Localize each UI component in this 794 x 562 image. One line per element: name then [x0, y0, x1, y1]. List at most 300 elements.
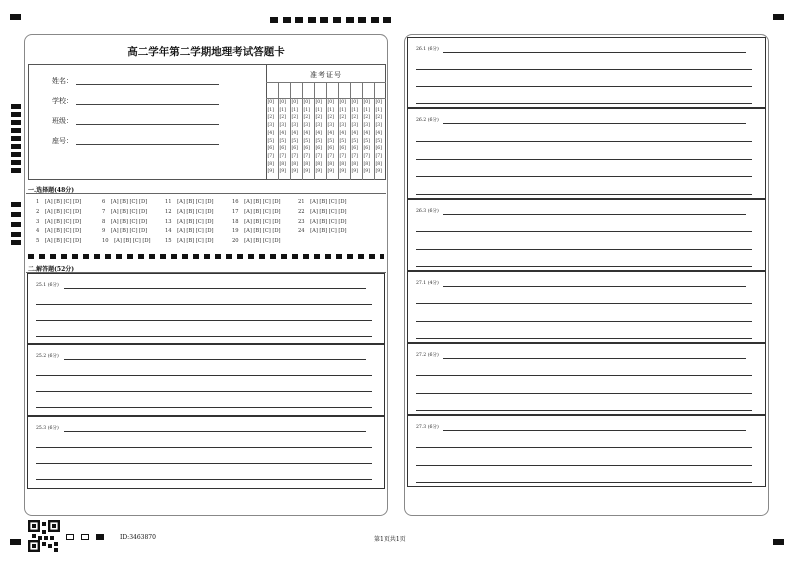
answer-line[interactable] — [416, 249, 752, 250]
admission-bubble[interactable]: [9] — [327, 169, 335, 175]
checkbox-mark — [81, 534, 89, 540]
choice-bubble[interactable]: [B] — [253, 228, 262, 235]
admission-bubble[interactable]: [1] — [267, 107, 275, 113]
admission-bubble[interactable]: [8] — [327, 161, 335, 167]
admission-bubble[interactable]: [2] — [351, 115, 359, 121]
choice-bubble[interactable]: [A] — [244, 208, 252, 215]
admission-bubble[interactable]: [9] — [267, 169, 275, 175]
choice-bubble[interactable]: [D] — [73, 218, 82, 225]
choice-question — [165, 219, 214, 225]
choice-bubble[interactable]: [B] — [54, 228, 62, 235]
timing-mark — [371, 17, 379, 23]
answer-line[interactable] — [416, 321, 752, 322]
choice-bubble[interactable]: [C] — [63, 199, 72, 205]
answer-line[interactable] — [443, 286, 746, 287]
admission-bubble[interactable]: [7] — [303, 153, 311, 159]
timing-mark — [383, 17, 391, 23]
choice-bubble[interactable]: [A] — [244, 238, 252, 245]
choice-bubble[interactable]: [C] — [132, 238, 141, 245]
timing-mark — [11, 120, 21, 125]
admission-bubble[interactable]: [4] — [351, 130, 359, 136]
choice-bubble[interactable]: [C] — [63, 208, 72, 215]
choice-bubble[interactable]: [C] — [328, 208, 337, 215]
admission-bubble[interactable]: [0] — [291, 100, 299, 105]
admission-bubble[interactable]: [1] — [327, 107, 335, 113]
choice-bubble[interactable]: [B] — [123, 238, 132, 245]
choice-bubble[interactable]: [B] — [54, 238, 62, 245]
question-label: 26.2 (6分) — [416, 118, 439, 123]
admission-bubble[interactable]: [6] — [315, 146, 323, 152]
choice-bubble[interactable]: [A] — [44, 208, 53, 215]
choice-bubble[interactable]: [A] — [44, 218, 53, 225]
timing-mark — [11, 144, 21, 149]
answer-line[interactable] — [36, 336, 372, 337]
admission-bubble[interactable]: [9] — [375, 169, 383, 175]
choice-bubble[interactable]: [D] — [73, 199, 82, 205]
timing-mark — [773, 539, 784, 545]
admission-bubble[interactable]: [5] — [363, 138, 371, 144]
choice-bubble[interactable]: [B] — [120, 218, 128, 225]
admission-bubble[interactable]: [7] — [351, 153, 359, 159]
choice-bubble[interactable]: [D] — [272, 228, 281, 235]
answer-line[interactable] — [416, 375, 752, 376]
admission-bubble[interactable]: [5] — [351, 138, 359, 144]
choice-question — [102, 219, 147, 225]
admission-bubble[interactable]: [1] — [363, 107, 371, 113]
admission-bubble[interactable]: [6] — [363, 146, 371, 152]
choice-question — [232, 199, 281, 205]
admission-bubble[interactable]: [3] — [327, 123, 335, 129]
class-field[interactable] — [76, 124, 219, 125]
choice-question — [165, 209, 214, 215]
answer-line[interactable] — [443, 430, 746, 431]
choice-bubble[interactable]: [A] — [177, 228, 185, 235]
choice-bubble[interactable]: [B] — [319, 199, 328, 205]
answer-line[interactable] — [64, 431, 366, 432]
choice-bubble[interactable]: [B] — [54, 199, 62, 205]
admission-bubble[interactable]: [5] — [375, 138, 383, 144]
admission-bubble[interactable]: [8] — [315, 161, 323, 167]
admission-bubble[interactable]: [3] — [267, 123, 275, 129]
answer-line[interactable] — [36, 304, 372, 305]
answer-line[interactable] — [416, 338, 752, 339]
seat-field[interactable] — [76, 144, 219, 145]
choice-bubble[interactable]: [A] — [244, 218, 252, 225]
question-label: 27.1 (4分) — [416, 281, 439, 286]
admission-bubble[interactable]: [0] — [279, 100, 287, 105]
school-field[interactable] — [76, 104, 219, 105]
timing-mark — [358, 17, 366, 23]
choice-question — [36, 199, 81, 205]
choice-bubble[interactable]: [D] — [272, 218, 281, 225]
choice-number: 8 — [102, 218, 106, 225]
choice-bubble[interactable]: [B] — [54, 218, 62, 225]
choice-bubble[interactable]: [C] — [262, 238, 271, 245]
admission-bubble[interactable]: [7] — [267, 153, 275, 159]
admission-bubble[interactable]: [7] — [291, 153, 299, 159]
admission-bubble[interactable]: [4] — [303, 130, 311, 136]
choice-bubble[interactable]: [D] — [73, 238, 82, 245]
admission-bubble[interactable]: [9] — [315, 169, 323, 175]
admission-bubble[interactable]: [1] — [315, 107, 323, 113]
answer-line[interactable] — [36, 375, 372, 376]
choice-bubble[interactable]: [A] — [114, 238, 122, 245]
admission-bubble[interactable]: [5] — [303, 138, 311, 144]
admission-bubble[interactable]: [3] — [291, 123, 299, 129]
choice-bubble[interactable]: [B] — [319, 208, 328, 215]
admission-bubble[interactable]: [8] — [375, 161, 383, 167]
choice-bubble[interactable]: [D] — [205, 199, 214, 205]
answer-box — [407, 415, 766, 487]
choice-bubble[interactable]: [C] — [195, 238, 204, 245]
admission-bubble[interactable]: [3] — [351, 123, 359, 129]
answer-line[interactable] — [36, 320, 372, 321]
answer-line[interactable] — [64, 288, 366, 289]
choice-bubble[interactable]: [D] — [205, 238, 214, 245]
admission-bubble[interactable]: [8] — [303, 161, 311, 167]
choice-bubble[interactable]: [A] — [177, 208, 185, 215]
admission-bubble[interactable]: [7] — [363, 153, 371, 159]
admission-bubble[interactable]: [4] — [363, 130, 371, 136]
timing-mark — [10, 539, 21, 545]
admission-bubble[interactable]: [2] — [327, 115, 335, 121]
timing-mark — [270, 17, 278, 23]
admission-bubble[interactable]: [2] — [303, 115, 311, 121]
admission-bubble[interactable]: [3] — [375, 123, 383, 129]
choice-bubble[interactable]: [A] — [310, 228, 318, 235]
admission-bubble[interactable]: [6] — [375, 146, 383, 152]
choice-bubble[interactable]: [D] — [338, 199, 347, 205]
answer-line[interactable] — [416, 447, 752, 448]
timing-mark — [295, 17, 303, 23]
admission-bubble[interactable]: [3] — [339, 123, 347, 129]
choice-bubble[interactable]: [B] — [186, 218, 195, 225]
admission-bubble[interactable]: [0] — [339, 100, 347, 105]
choice-bubble[interactable]: [D] — [139, 208, 148, 215]
admission-bubble[interactable]: [3] — [303, 123, 311, 129]
choice-bubble[interactable]: [A] — [44, 228, 53, 235]
admission-bubble[interactable]: [4] — [291, 130, 299, 136]
choice-bubble[interactable]: [B] — [253, 238, 262, 245]
admission-bubble[interactable]: [2] — [291, 115, 299, 121]
answer-line[interactable] — [416, 266, 752, 267]
admission-bubble[interactable]: [5] — [339, 138, 347, 144]
choice-question — [232, 219, 281, 225]
admission-bubble[interactable]: [6] — [279, 146, 287, 152]
section-divider — [26, 193, 386, 194]
admission-bubble[interactable]: [6] — [291, 146, 299, 152]
choice-bubble[interactable]: [C] — [328, 199, 337, 205]
choice-bubble[interactable]: [A] — [177, 238, 185, 245]
admission-bubble[interactable]: [1] — [303, 107, 311, 113]
admission-bubble[interactable]: [0] — [327, 100, 335, 105]
answer-line[interactable] — [416, 482, 752, 483]
admission-bubble[interactable]: [2] — [339, 115, 347, 121]
admission-bubble[interactable]: [8] — [339, 161, 347, 167]
choice-bubble[interactable]: [C] — [262, 228, 271, 235]
choice-bubble[interactable]: [D] — [139, 199, 148, 205]
choice-bubble[interactable]: [A] — [44, 199, 53, 205]
admission-bubble[interactable]: [2] — [375, 115, 383, 121]
choice-bubble[interactable]: [C] — [129, 208, 138, 215]
admission-bubble[interactable]: [7] — [339, 153, 347, 159]
admission-bubble[interactable]: [3] — [279, 123, 287, 129]
choice-section-title: 一.选择题(48分) — [28, 187, 75, 194]
choice-number: 3 — [36, 218, 40, 225]
answer-box — [407, 343, 766, 415]
choice-bubble[interactable]: [B] — [319, 228, 328, 235]
choice-bubble[interactable]: [B] — [54, 208, 62, 215]
choice-bubble[interactable]: [A] — [310, 218, 318, 225]
choice-question — [165, 199, 214, 205]
page-number: 第1页共1页 — [374, 536, 406, 543]
admission-title: 准考证号 — [310, 71, 342, 79]
choice-bubble[interactable]: [A] — [244, 199, 252, 205]
admission-bubble[interactable]: [8] — [267, 161, 275, 167]
answer-line[interactable] — [36, 479, 372, 480]
answer-line[interactable] — [36, 391, 372, 392]
admission-bubble[interactable]: [5] — [291, 138, 299, 144]
choice-number: 11 — [165, 199, 172, 205]
question-label: 25.1 (6分) — [36, 283, 59, 288]
admission-bubble[interactable]: [2] — [267, 115, 275, 121]
admission-bubble[interactable]: [6] — [303, 146, 311, 152]
qr-code-icon — [28, 520, 60, 552]
choice-bubble[interactable]: [B] — [120, 228, 128, 235]
choice-bubble[interactable]: [D] — [205, 218, 214, 225]
answer-line[interactable] — [36, 407, 372, 408]
timing-mark — [11, 222, 21, 227]
answer-line[interactable] — [416, 159, 752, 160]
choice-number: 21 — [298, 199, 305, 205]
admission-bubble[interactable]: [9] — [291, 169, 299, 175]
admission-bubble[interactable]: [8] — [279, 161, 287, 167]
choice-question — [232, 238, 281, 244]
answer-line[interactable] — [416, 103, 752, 104]
admission-bubble[interactable]: [0] — [267, 100, 275, 105]
choice-bubble[interactable]: [C] — [63, 238, 72, 245]
admission-bubble[interactable]: [5] — [279, 138, 287, 144]
choice-number: 10 — [102, 238, 109, 245]
choice-number: 12 — [165, 208, 172, 215]
choice-number: 13 — [165, 218, 172, 225]
choice-bubble[interactable]: [C] — [195, 218, 204, 225]
answer-line[interactable] — [416, 86, 752, 87]
choice-number: 22 — [298, 208, 305, 215]
admission-bubble[interactable]: [1] — [375, 107, 383, 113]
admission-bubble[interactable]: [0] — [315, 100, 323, 105]
admission-bubble[interactable]: [6] — [351, 146, 359, 152]
choice-question — [298, 209, 347, 215]
admission-bubble[interactable]: [8] — [291, 161, 299, 167]
choice-bubble[interactable]: [C] — [195, 208, 204, 215]
answer-line[interactable] — [443, 358, 746, 359]
choice-bubble[interactable]: [A] — [310, 199, 318, 205]
answer-line[interactable] — [416, 410, 752, 411]
admission-bubble[interactable]: [5] — [327, 138, 335, 144]
timing-mark — [10, 14, 21, 20]
admission-bubble[interactable]: [0] — [375, 100, 383, 105]
choice-bubble[interactable]: [A] — [110, 199, 119, 205]
admission-bubble[interactable]: [2] — [363, 115, 371, 121]
timing-mark — [11, 152, 21, 157]
admission-bubble[interactable]: [9] — [351, 169, 359, 175]
admission-bubble[interactable]: [5] — [267, 138, 275, 144]
choice-bubble[interactable]: [D] — [272, 199, 281, 205]
admission-bubble[interactable]: [7] — [315, 153, 323, 159]
choice-number: 7 — [102, 208, 106, 215]
answer-line[interactable] — [443, 123, 746, 124]
choice-bubble[interactable]: [D] — [272, 208, 281, 215]
admission-bubble[interactable]: [6] — [327, 146, 335, 152]
choice-bubble[interactable]: [C] — [262, 199, 271, 205]
choice-bubble[interactable]: [B] — [319, 218, 328, 225]
timing-mark — [333, 17, 341, 23]
admission-bubble[interactable]: [4] — [339, 130, 347, 136]
choice-bubble[interactable]: [B] — [186, 238, 195, 245]
choice-bubble[interactable]: [B] — [253, 218, 262, 225]
admission-bubble[interactable]: [4] — [315, 130, 323, 136]
choice-bubble[interactable]: [A] — [110, 218, 119, 225]
choice-bubble[interactable]: [C] — [195, 199, 204, 205]
admission-bubble[interactable]: [1] — [291, 107, 299, 113]
choice-bubble[interactable]: [C] — [63, 228, 72, 235]
choice-bubble[interactable]: [C] — [328, 218, 337, 225]
choice-bubble[interactable]: [D] — [205, 208, 214, 215]
choice-question — [232, 228, 281, 234]
answer-line[interactable] — [443, 52, 746, 53]
choice-question — [102, 209, 147, 215]
choice-bubble[interactable]: [D] — [142, 238, 151, 245]
answer-line[interactable] — [416, 176, 752, 177]
choice-number: 19 — [232, 228, 239, 235]
choice-bubble[interactable]: [D] — [338, 218, 347, 225]
choice-bubble[interactable]: [C] — [262, 208, 271, 215]
question-label: 25.3 (6分) — [36, 426, 59, 431]
choice-bubble[interactable]: [A] — [110, 208, 119, 215]
choice-bubble[interactable]: [A] — [177, 218, 185, 225]
choice-bubble[interactable]: [C] — [328, 228, 337, 235]
answer-line[interactable] — [416, 393, 752, 394]
admission-bubble[interactable]: [4] — [375, 130, 383, 136]
choice-bubble[interactable]: [D] — [73, 208, 82, 215]
page-title: 高二学年第二学期地理考试答题卡 — [127, 46, 285, 58]
choice-bubble[interactable]: [A] — [310, 208, 318, 215]
admission-bubble[interactable]: [1] — [339, 107, 347, 113]
question-label: 27.2 (6分) — [416, 353, 439, 358]
answer-line[interactable] — [36, 463, 372, 464]
choice-bubble[interactable]: [C] — [262, 218, 271, 225]
answer-line[interactable] — [416, 69, 752, 70]
choice-question — [102, 228, 147, 234]
dash-band — [28, 254, 384, 259]
admission-bubble[interactable]: [0] — [303, 100, 311, 105]
admission-bubble[interactable]: [7] — [327, 153, 335, 159]
admission-bubble[interactable]: [4] — [267, 130, 275, 136]
choice-bubble[interactable]: [C] — [129, 228, 138, 235]
admission-bubble[interactable]: [4] — [327, 130, 335, 136]
choice-question — [36, 209, 81, 215]
choice-bubble[interactable]: [B] — [253, 199, 262, 205]
choice-bubble[interactable]: [D] — [73, 228, 82, 235]
answer-box — [27, 273, 385, 344]
admission-bubble[interactable]: [2] — [279, 115, 287, 121]
admission-bubble[interactable]: [7] — [375, 153, 383, 159]
timing-mark — [320, 17, 328, 23]
choice-bubble[interactable]: [A] — [110, 228, 119, 235]
admission-bubble[interactable]: [9] — [363, 169, 371, 175]
admission-bubble[interactable]: [1] — [351, 107, 359, 113]
choice-bubble[interactable]: [D] — [205, 228, 214, 235]
admission-bubble[interactable]: [1] — [279, 107, 287, 113]
choice-bubble[interactable]: [B] — [120, 199, 128, 205]
choice-bubble[interactable]: [B] — [253, 208, 262, 215]
admission-bubble[interactable]: [9] — [303, 169, 311, 175]
admission-bubble[interactable]: [4] — [279, 130, 287, 136]
admission-bubble[interactable]: [6] — [267, 146, 275, 152]
choice-number: 18 — [232, 218, 239, 225]
choice-question — [102, 199, 147, 205]
choice-bubble[interactable]: [B] — [120, 208, 128, 215]
answer-line[interactable] — [416, 194, 752, 195]
timing-mark — [283, 17, 291, 23]
choice-number: 16 — [232, 199, 239, 205]
choice-bubble[interactable]: [B] — [186, 199, 195, 205]
timing-mark — [11, 240, 21, 245]
choice-bubble[interactable]: [D] — [338, 228, 347, 235]
choice-bubble[interactable]: [D] — [139, 218, 148, 225]
answer-line[interactable] — [64, 359, 366, 360]
choice-bubble[interactable]: [D] — [338, 208, 347, 215]
admission-bubble[interactable]: [3] — [363, 123, 371, 129]
admission-bubble[interactable]: [0] — [363, 100, 371, 105]
choice-question — [36, 228, 81, 234]
choice-bubble[interactable]: [C] — [129, 199, 138, 205]
admission-bubble[interactable]: [9] — [279, 169, 287, 175]
admission-bubble[interactable]: [8] — [363, 161, 371, 167]
question-label: 26.1 (6分) — [416, 47, 439, 52]
choice-bubble[interactable]: [A] — [177, 199, 185, 205]
choice-bubble[interactable]: [B] — [186, 208, 195, 215]
answer-line[interactable] — [416, 231, 752, 232]
choice-number: 24 — [298, 228, 305, 235]
admission-bubble[interactable]: [7] — [279, 153, 287, 159]
choice-bubble[interactable]: [C] — [195, 228, 204, 235]
name-field[interactable] — [76, 84, 219, 85]
answer-line[interactable] — [416, 465, 752, 466]
choice-bubble[interactable]: [A] — [244, 228, 252, 235]
admission-bubble[interactable]: [9] — [339, 169, 347, 175]
admission-bubble[interactable]: [8] — [351, 161, 359, 167]
checkbox-mark — [66, 534, 74, 540]
choice-bubble[interactable]: [D] — [272, 238, 281, 245]
answer-line[interactable] — [416, 303, 752, 304]
answer-line[interactable] — [36, 447, 372, 448]
answer-line[interactable] — [443, 214, 746, 215]
admission-bubble[interactable]: [6] — [339, 146, 347, 152]
admission-bubble[interactable]: [0] — [351, 100, 359, 105]
choice-bubble[interactable]: [C] — [129, 218, 138, 225]
choice-bubble[interactable]: [B] — [186, 228, 195, 235]
admission-bubble[interactable]: [2] — [315, 115, 323, 121]
choice-bubble[interactable]: [C] — [63, 218, 72, 225]
answer-line[interactable] — [416, 141, 752, 142]
question-label: 27.3 (6分) — [416, 425, 439, 430]
admission-bubble[interactable]: [3] — [315, 123, 323, 129]
choice-bubble[interactable]: [D] — [139, 228, 148, 235]
choice-bubble[interactable]: [A] — [44, 238, 53, 245]
admission-bubble[interactable]: [5] — [315, 138, 323, 144]
